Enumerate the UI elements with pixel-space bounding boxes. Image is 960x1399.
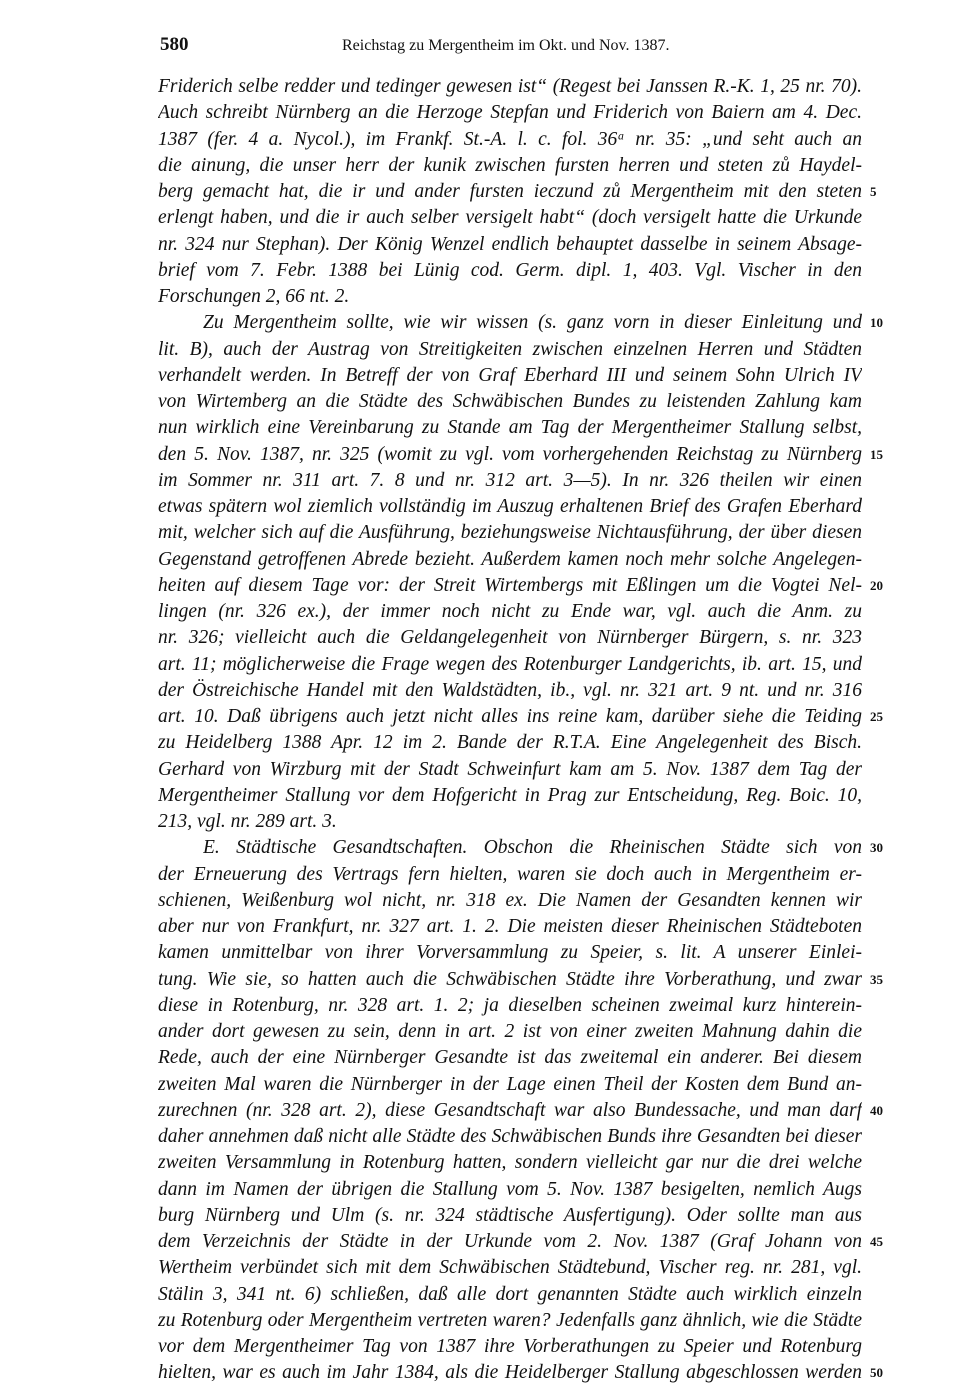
- text-line: zweiten Versammlung in Rotenburg hatten, sondern vielleicht gar nur die drei welche: [158, 1152, 862, 1174]
- text-line: lingen (nr. 326 ex.), der immer noch nicht zu Ende war, vgl. auch die Anm. zu: [158, 601, 862, 622]
- text-line: zu Heidelberg 1388 Apr. 12 im 2. Bande der R.T.A. Eine Angelegenheit des Bisch.: [158, 732, 862, 754]
- margin-line-number: 45: [870, 1234, 883, 1249]
- text-line: zurechnen (nr. 328 art. 2), diese Gesandtschaft war also Bundessache, und man darf: [158, 1099, 862, 1121]
- margin-line-number: 50: [870, 1365, 883, 1381]
- text-line: den 5. Nov. 1387, nr. 325 (womit zu vgl. vom vorhergehenden Reichstag zu Nürnberg: [158, 443, 862, 465]
- margin-line-number: 30: [870, 840, 883, 856]
- text-line: heiten auf diesem Tage vor: der Streit Wirtembergs mit Eßlingen um die Vogtei Nel-: [158, 574, 862, 596]
- text-line: nun wirklich eine Vereinbarung zu Stande am Tag der Mergentheimer Stallung selbst,: [158, 417, 862, 439]
- text-line: art. 11; möglicherweise die Frage wegen des Rotenburger Landgerichts, ib. art. 15, und: [158, 653, 862, 675]
- text-line: zu Rotenburg oder Mergentheim vertreten waren? Jedenfalls ganz ähnlich, wie die Städte: [158, 1309, 862, 1331]
- text-line: Gegenstand getroffenen Abrede bezieht. Außerdem kamen noch mehr solche Angelegen-: [158, 548, 862, 570]
- text-line: die ainung, die unser herr der kunik zwischen fursten herren und steten zů Haydel-: [158, 154, 862, 176]
- margin-line-number: 25: [870, 709, 883, 724]
- margin-line-number: 20: [870, 577, 883, 593]
- text-line: tung. Wie sie, so hatten auch die Schwäbischen Städte ihre Vorberathung, und zwar: [158, 968, 862, 990]
- text-line: schienen, Weißenburg wol nicht, nr. 318 ex. Die Namen der Gesandten kennen wir: [158, 889, 862, 911]
- text-line: der Erneuerung des Vertrags fern hielten, waren sie doch auch in Mergentheim er-: [158, 863, 862, 885]
- text-line: von Wirtemberg an die Städte des Schwäbischen Bundes zu leistenden Zahlung kam: [158, 391, 862, 412]
- text-line: lit. B), auch der Austrag von Streitigkeiten zwischen einzelnen Herren und Städten: [158, 338, 862, 360]
- page-number: 580: [160, 34, 189, 55]
- text-line: art. 10. Daß übrigens auch jetzt nicht alles ins reine kam, darüber siehe die Teiding: [158, 706, 862, 727]
- text-line: zweiten Mal waren die Nürnberger in der Lage einen Theil der Kosten dem Bund an-: [158, 1073, 862, 1095]
- text-line: 1387 (fer. 4 a. Nycol.), im Frankf. St.-A. l. c. fol. 36ᵃ nr. 35: „und seht auch an: [158, 128, 862, 150]
- running-title: Reichstag zu Mergentheim im Okt. und Nov. 1387.: [342, 37, 670, 54]
- text-line: brief vom 7. Febr. 1388 bei Lünig cod. Germ. dipl. 1, 403. Vgl. Vischer in den: [158, 259, 862, 281]
- margin-line-number: 40: [870, 1102, 883, 1118]
- text-line: 213, vgl. nr. 289 art. 3.: [158, 811, 337, 832]
- text-line: verhandelt werden. In Betreff der von Graf Eberhard III und seinem Sohn Ulrich IV: [158, 364, 862, 386]
- text-line: nr. 324 nur Stephan). Der König Wenzel endlich behauptet dasselbe in seinem Absage-: [158, 233, 862, 255]
- text-line: E. Städtische Gesandtschaften. Obschon die Rheinischen Städte sich von: [203, 837, 862, 859]
- text-line: burg Nürnberg und Ulm (s. nr. 324 städtische Ausfertigung). Oder sollte man aus: [158, 1204, 862, 1226]
- text-line: Forschungen 2, 66 nt. 2.: [158, 286, 350, 307]
- text-line: ander dort gewesen zu sein, denn in art. 2 ist von einer zweiten Mahnung dahin die: [158, 1021, 862, 1042]
- text-line: diese in Rotenburg, nr. 328 art. 1. 2; ja dieselben scheinen zweimal kurz hinterein-: [158, 994, 862, 1016]
- margin-line-number: 5: [870, 184, 877, 199]
- text-line: Zu Mergentheim sollte, wie wir wissen (s. ganz vorn in dieser Einleitung und: [203, 312, 862, 334]
- text-line: Gerhard von Wirzburg mit der Stadt Schweinfurt kam am 5. Nov. 1387 dem Tag der: [158, 758, 862, 780]
- text-line: Stälin 3, 341 nt. 6) schließen, daß alle dort genannten Städte auch wirklich einzeln: [158, 1283, 862, 1305]
- text-line: Mergentheimer Stallung vor dem Hofgericht in Prag zur Entscheidung, Reg. Boic. 10,: [158, 784, 862, 806]
- text-line: daher annehmen daß nicht alle Städte des Schwäbischen Bunds ihre Gesandten bei dieser: [158, 1126, 862, 1147]
- text-line: hielten, war es auch im Jahr 1384, als die Heidelberger Stallung abgeschlossen werden: [158, 1362, 862, 1384]
- text-line: nr. 326; vielleicht auch die Geldangelegenheit von Nürnberger Bürgern, s. nr. 323: [158, 627, 862, 649]
- text-line: aber nur von Frankfurt, nr. 327 art. 1. 2. Die meisten dieser Rheinischen Städteboten: [158, 916, 862, 937]
- text-line: Rede, auch der eine Nürnberger Gesandte ist das zweitemal ein anderer. Bei diesem: [158, 1047, 862, 1069]
- margin-line-number: 15: [870, 446, 883, 462]
- text-line: vor dem Mergentheimer Tag von 1387 ihre Vorberathungen zu Speier und Rotenburg: [158, 1336, 862, 1357]
- text-line: der Östreichische Handel mit den Waldstädten, ib., vgl. nr. 321 art. 9 nt. und nr. 316: [158, 679, 862, 701]
- text-line: berg gemacht hat, die ir und ander fursten ieczund zů Mergentheim mit den steten: [158, 181, 862, 202]
- text-line: etwas spätern wol ziemlich vollständig im Auszug erhaltenen Brief des Grafen Eberhard: [158, 496, 862, 517]
- text-line: dem Verzeichnis der Städte in der Urkunde vom 2. Nov. 1387 (Graf Johann von: [158, 1231, 862, 1252]
- text-line: erlengt haben, und die ir auch selber versigelt habt“ (doch versigelt hatte die Urkunde: [158, 207, 862, 229]
- text-line: Friderich selbe redder und tedinger gewesen ist“ (Regest bei Janssen R.-K. 1, 25 nr. 70).: [158, 76, 862, 97]
- page-header: [160, 34, 880, 62]
- text-line: mit, welcher sich auf die Ausführung, beziehungsweise Nichtausführung, der über diesen: [158, 522, 862, 544]
- margin-line-number: 10: [870, 315, 883, 331]
- text-line: Wertheim verbündet sich mit dem Schwäbischen Städtebund, Vischer reg. nr. 281, vgl.: [158, 1257, 862, 1279]
- text-line: Auch schreibt Nürnberg an die Herzoge Stepfan und Friderich von Baiern am 4. Dec.: [158, 102, 862, 124]
- text-line: kamen unmittelbar von ihrer Vorversammlung zu Speier, s. lit. A unserer Einlei-: [158, 942, 862, 964]
- margin-line-number: 35: [870, 971, 883, 987]
- text-line: im Sommer nr. 311 art. 7. 8 und nr. 312 art. 3—5). In nr. 326 theilen wir einen: [158, 469, 862, 491]
- text-line: dann im Namen der übrigen die Stallung vom 5. Nov. 1387 besigelten, nemlich Augs: [158, 1178, 862, 1200]
